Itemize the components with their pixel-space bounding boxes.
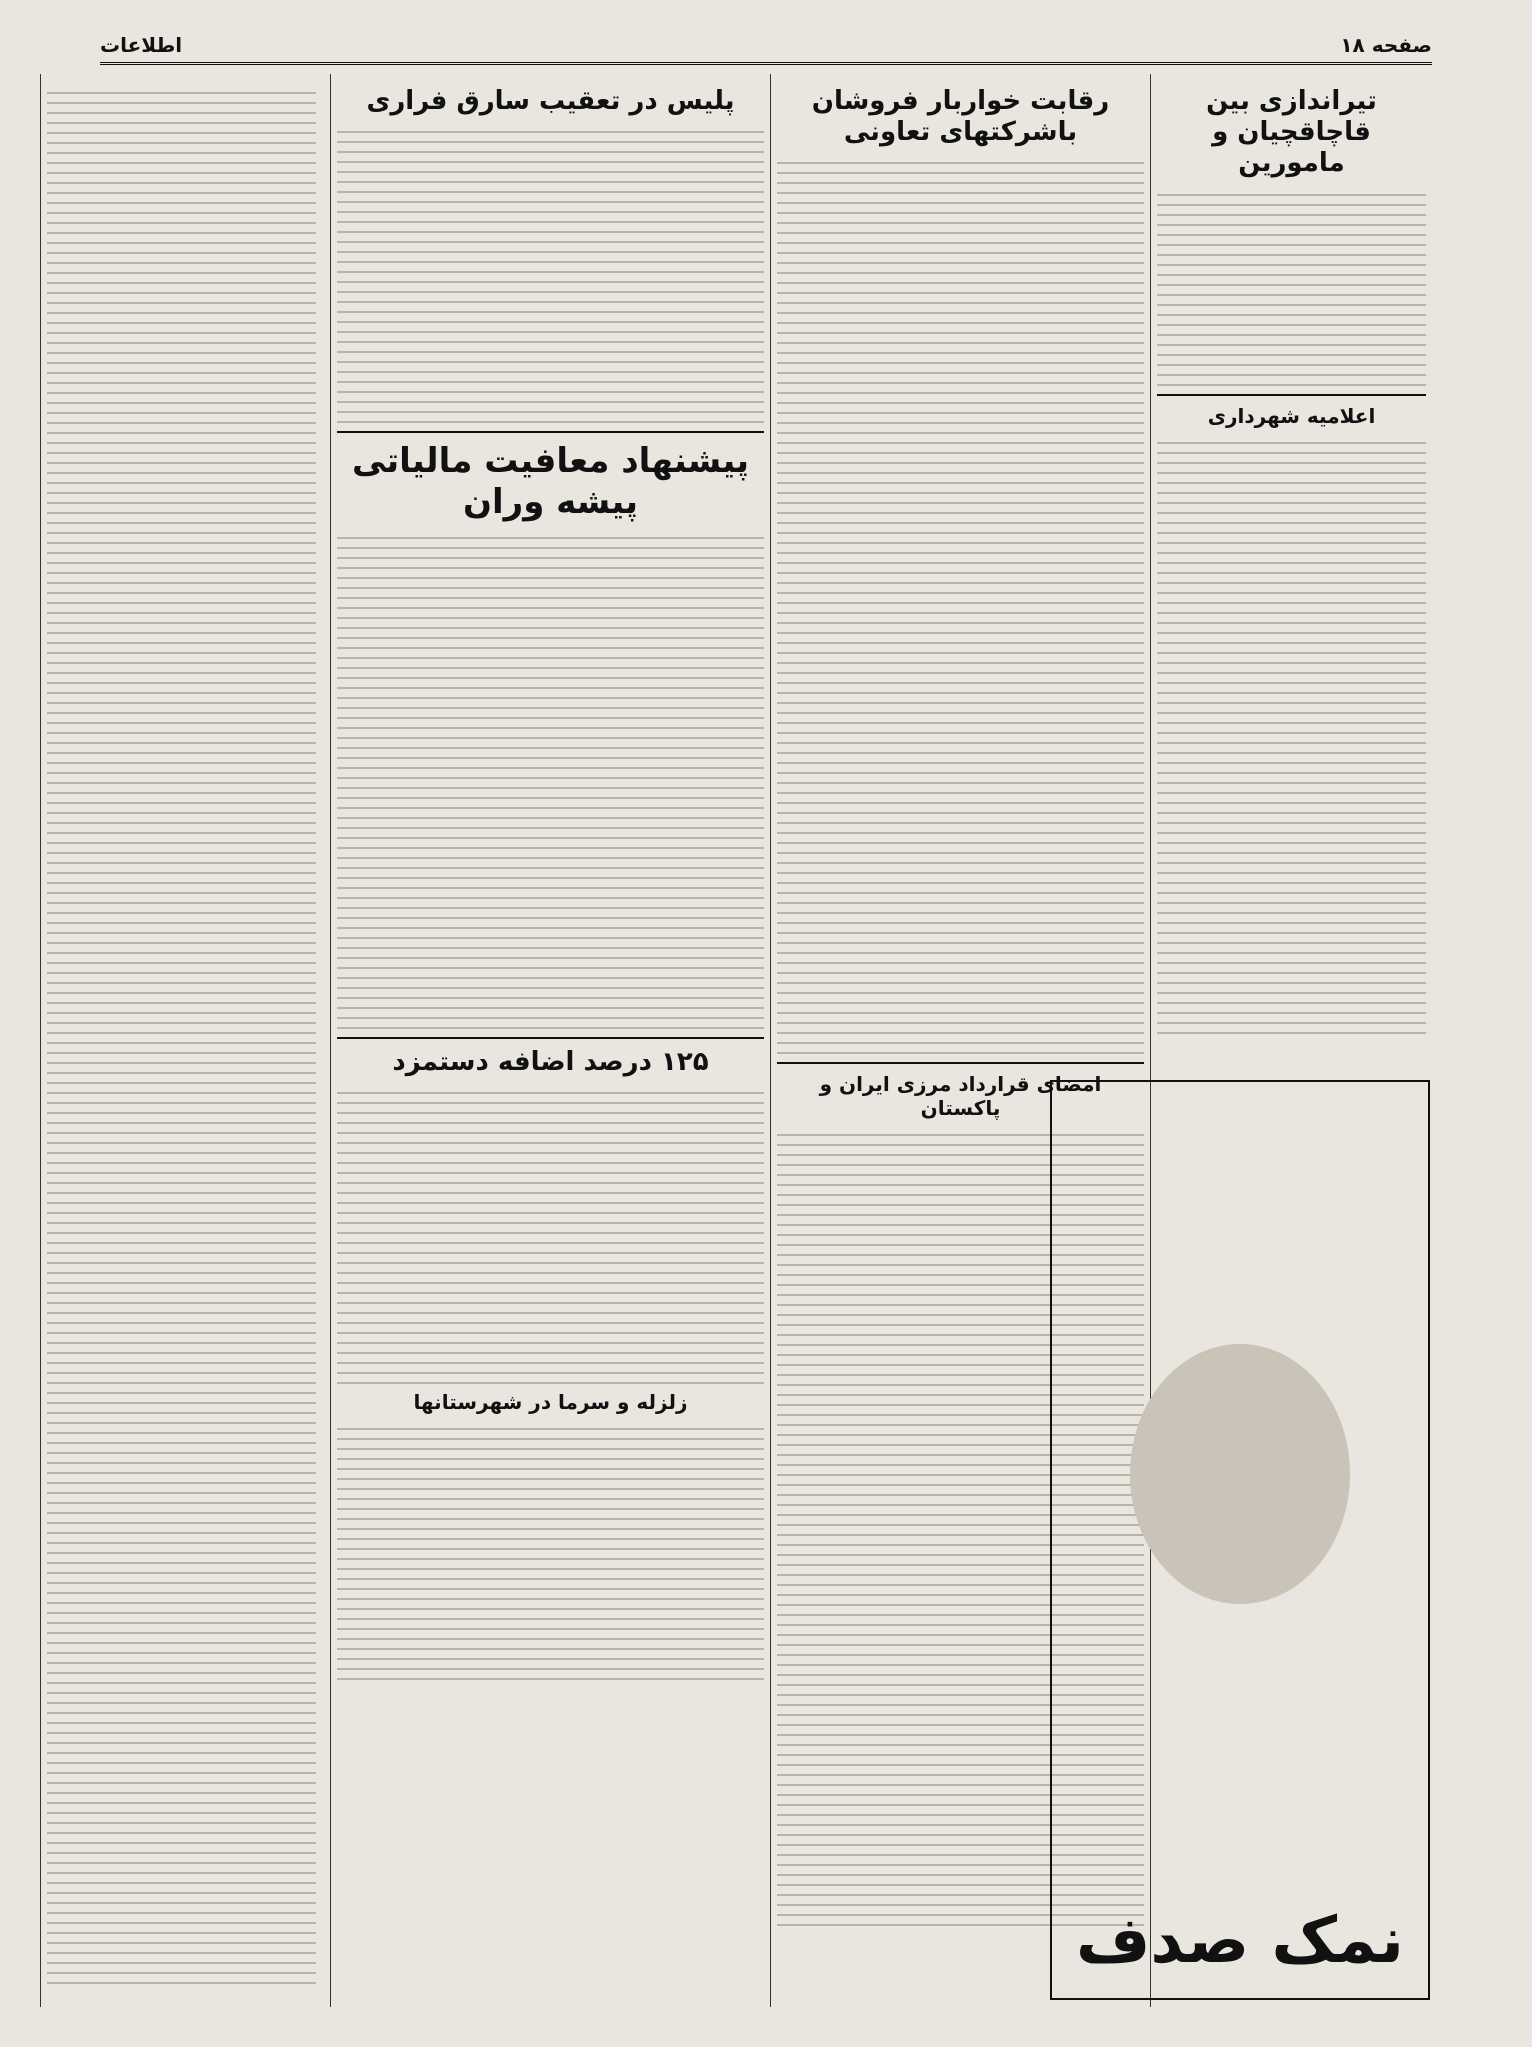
- article-body: [777, 154, 1144, 1054]
- headline-shooting: تیراندازی بین قاچاقچیان و مامورین: [1206, 86, 1377, 179]
- headline-municipality: اعلامیه شهرداری: [1207, 403, 1376, 428]
- headline-border: امضای قرارداد مرزی ایران و پاکستان: [819, 1072, 1102, 1121]
- ad-brand-name: نمک صدف: [1076, 1904, 1404, 1978]
- page-number: صفحه ۱۸: [1340, 33, 1432, 57]
- headline-rivalry: رقابت خواربار فروشان باشرکتهای تعاونی: [811, 86, 1110, 148]
- masthead: [100, 28, 1432, 65]
- article-body: [337, 529, 764, 1029]
- article-body: [337, 1084, 764, 1384]
- article-body: [47, 84, 316, 1984]
- headline-police: پلیس در تعقیب سارق فراری: [366, 86, 735, 116]
- article-body: [1157, 186, 1426, 386]
- headline-wage: ۱۲۵ درصد اضافه دستمزد: [392, 1046, 709, 1077]
- article-body: [337, 123, 764, 423]
- article-body: [1157, 434, 1426, 1034]
- article-body: [337, 1420, 764, 1680]
- headline-quake: زلزله و سرما در شهرستانها: [413, 1389, 688, 1414]
- salt-advertisement: [1050, 1080, 1430, 2000]
- ad-illustration: [1130, 1344, 1350, 1604]
- column-4: [40, 74, 322, 2007]
- column-3: [330, 74, 770, 2007]
- paper-name: اطلاعات: [100, 33, 183, 57]
- headline-tax: پیشنهاد معافیت مالیاتی پیشه وران: [352, 441, 749, 522]
